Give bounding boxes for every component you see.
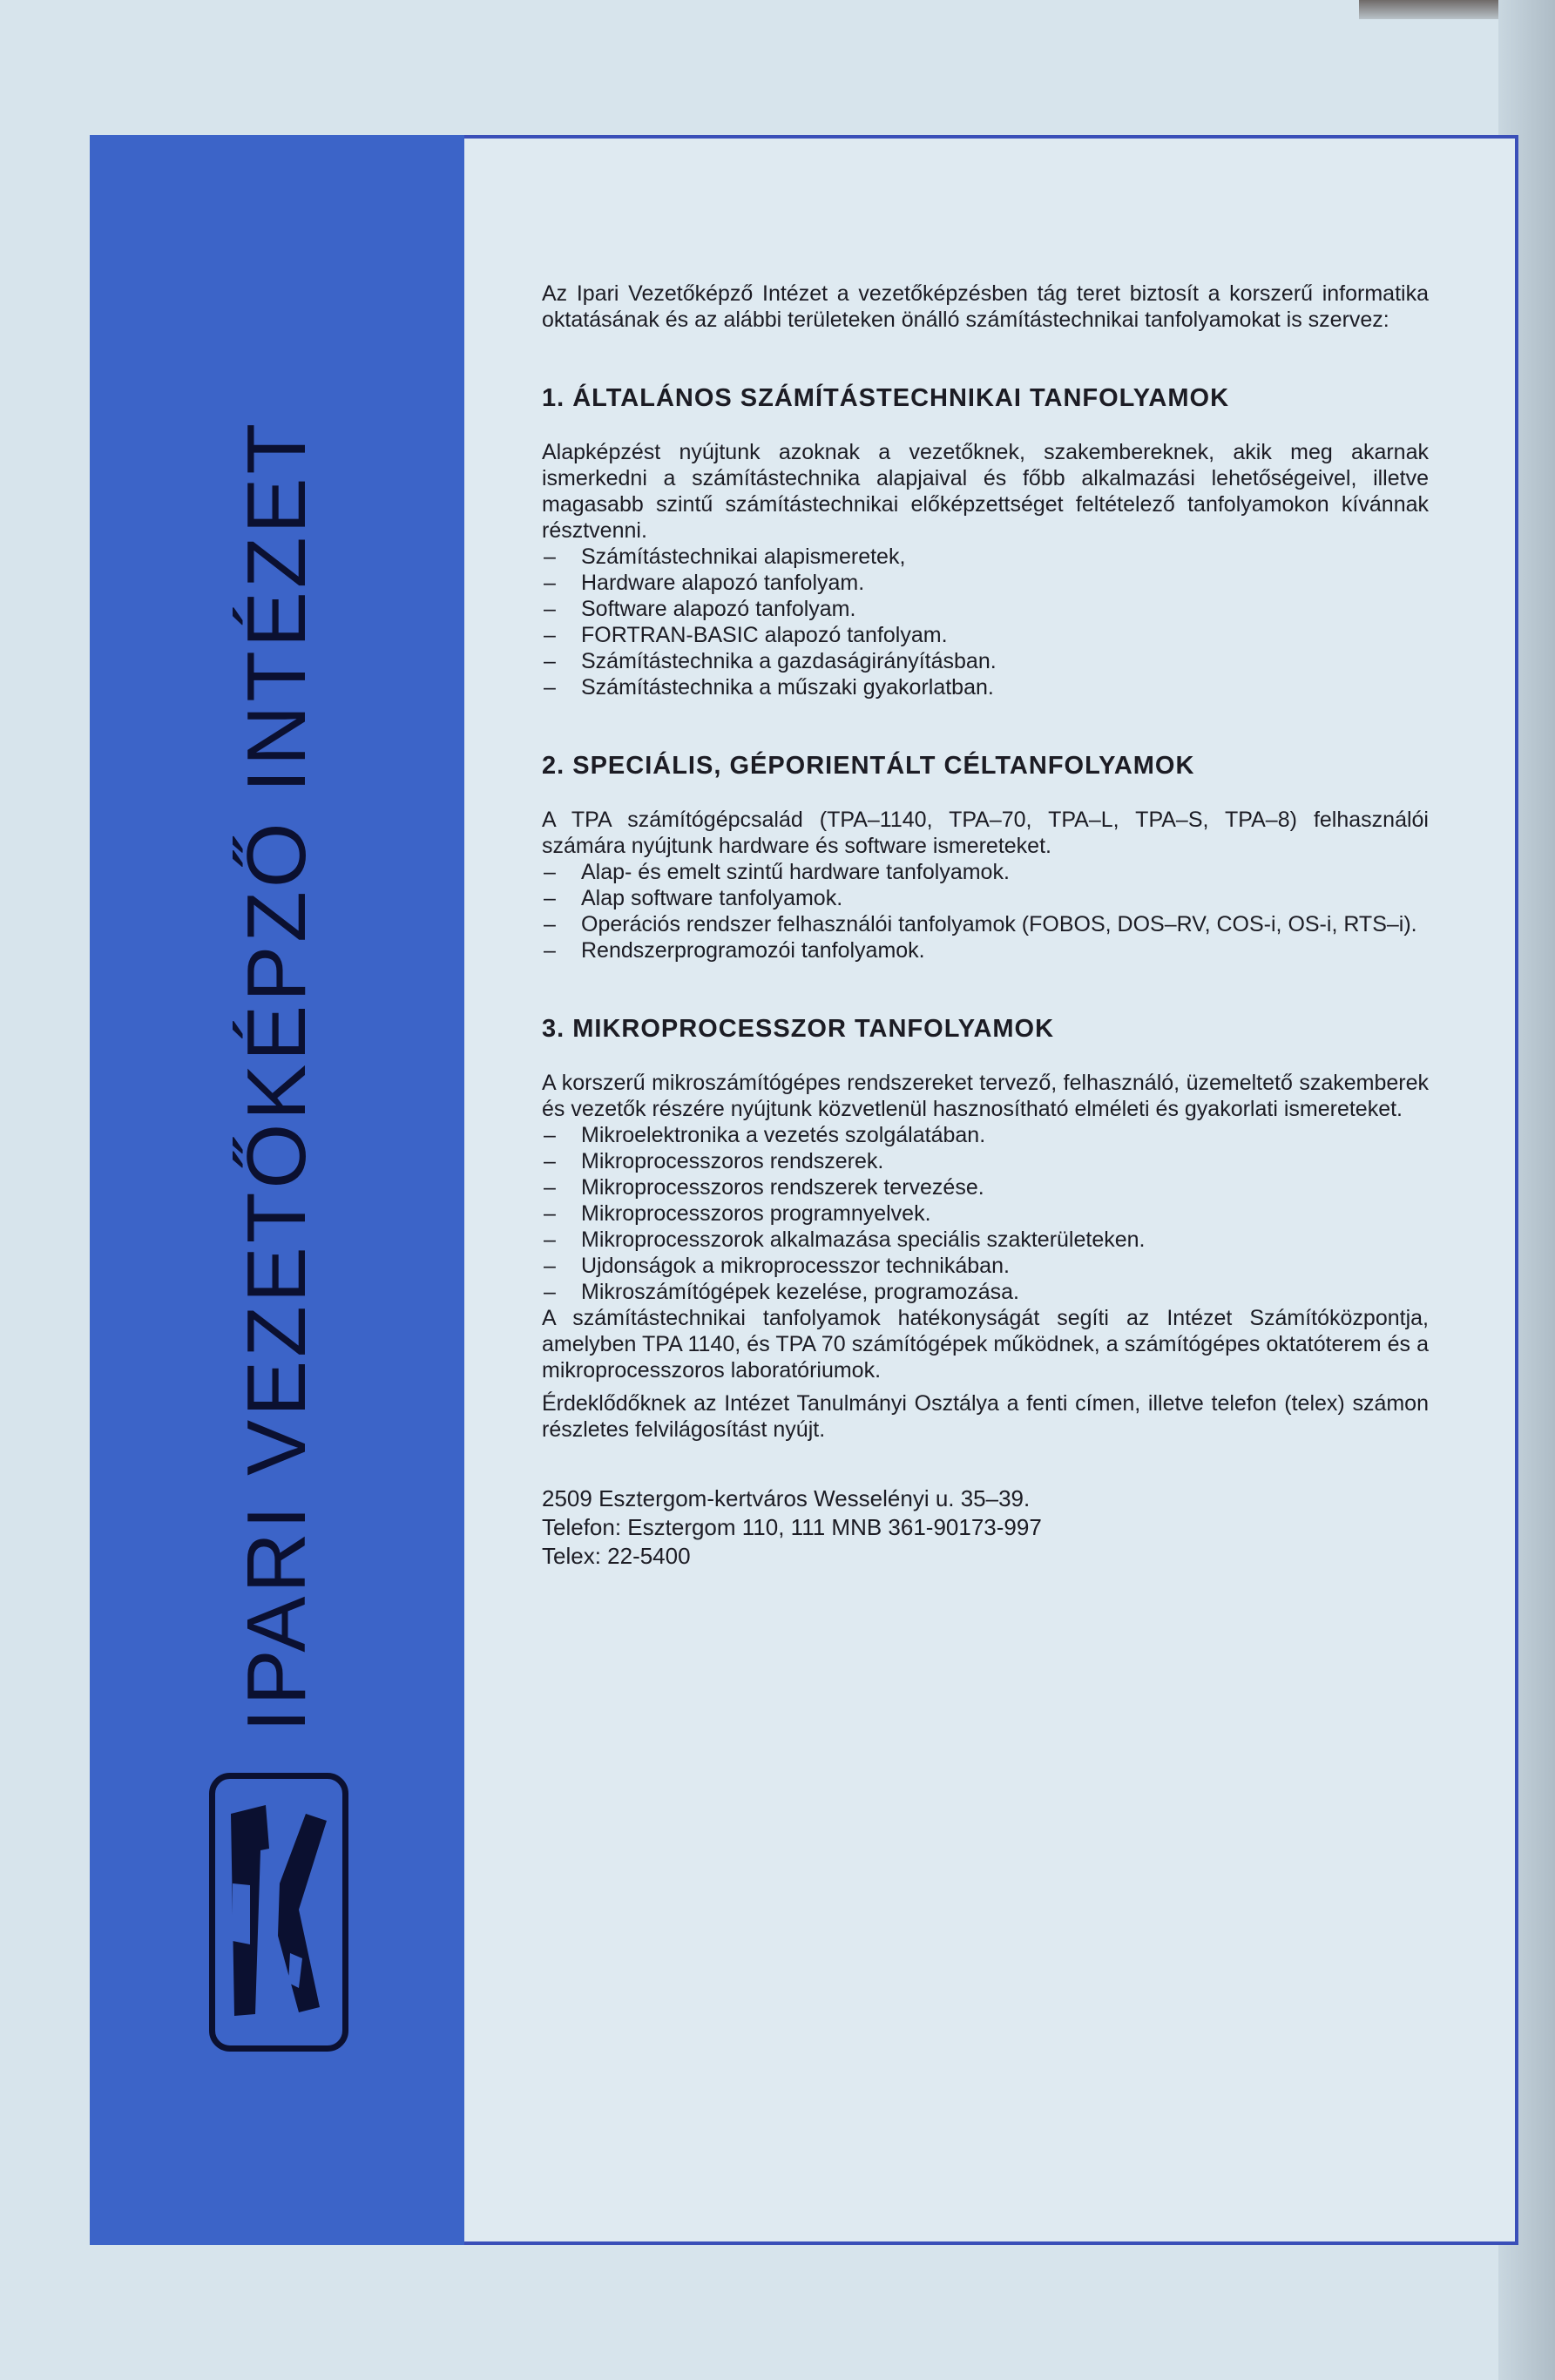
section-1-list (542, 544, 1429, 700)
list-item: – Alap- és emelt szintű hardware tanfolyamok. (542, 859, 1429, 885)
section-1-body: Alapképzést nyújtunk azoknak a vezetőknek, szakembereknek, akik meg akarnak ismerkedni a számítástechnika alapjaival és főbb alkalmazási lehetőségeivel, illetve magasabb szintű számítástechnikai előképzettséget feltételező tanfolyamokon kívánnak résztvenni. (542, 440, 1429, 543)
closing-paragraph-2: Érdeklődőknek az Intézet Tanulmányi Osztálya a fenti címen, illetve telefon (telex) számon részletes felvilágosítást nyújt. (542, 1391, 1429, 1442)
section-2-body: A TPA számítógépcsalád (TPA–1140, TPA–70, TPA–L, TPA–S, TPA–8) felhasználói számára nyújtunk hardware és software ismereteket. (542, 808, 1429, 858)
institute-title: IPARI VEZETŐKÉPZŐ INTÉZET (230, 419, 323, 1733)
list-item: – Mikroprocesszoros rendszerek. (542, 1148, 1429, 1174)
list-item: – Számítástechnika a gazdaságirányításban. (542, 648, 1429, 674)
section-2-heading: 2. SPECIÁLIS, GÉPORIENTÁLT CÉLTANFOLYAMOK (542, 752, 1195, 780)
list-item: – Mikroprocesszoros programnyelvek. (542, 1200, 1429, 1227)
list-item: – FORTRAN-BASIC alapozó tanfolyam. (542, 622, 1429, 648)
list-item: – Ujdonságok a mikroprocesszor technikában. (542, 1253, 1429, 1279)
list-item: – Hardware alapozó tanfolyam. (542, 570, 1429, 596)
list-item: – Mikroprocesszorok alkalmazása speciális szakterületeken. (542, 1227, 1429, 1253)
section-3-list (542, 1122, 1429, 1305)
contact-telex: Telex: 22-5400 (542, 1543, 691, 1569)
list-item: – Software alapozó tanfolyam. (542, 596, 1429, 622)
list-item: – Rendszerprogramozói tanfolyamok. (542, 937, 1429, 963)
section-3-heading: 3. MIKROPROCESSZOR TANFOLYAMOK (542, 1015, 1055, 1043)
contact-phone: Telefon: Esztergom 110, 111 MNB 361-90173-997 (542, 1514, 1042, 1540)
list-item: – Mikroprocesszoros rendszerek tervezése. (542, 1174, 1429, 1200)
contact-address: 2509 Esztergom-kertváros Wesselényi u. 35–39. (542, 1485, 1031, 1511)
section-2-list (542, 859, 1429, 963)
list-item: – Mikroszámítógépek kezelése, programozása. (542, 1279, 1429, 1305)
list-item: – Alap software tanfolyamok. (542, 885, 1429, 911)
list-item: – Operációs rendszer felhasználói tanfolyamok (FOBOS, DOS–RV, COS-i, OS-i, RTS–i). (542, 911, 1429, 937)
content-column (542, 281, 1429, 1571)
section-3-body: A korszerű mikroszámítógépes rendszereket tervező, felhasználó, üzemeltető szakemberek és vezetők részére nyújtunk közvetlenül hasznosítható elméleti és gyakorlati ismereteket. (542, 1071, 1429, 1121)
list-item: – Mikroelektronika a vezetés szolgálatában. (542, 1122, 1429, 1148)
intro-paragraph: Az Ipari Vezetőképző Intézet a vezetőképzésben tág teret biztosít a korszerű informatika oktatásának és az alábbi területeken önálló számítástechnikai tanfolyamokat is szervez: (542, 281, 1429, 332)
closing-paragraph-1: A számítástechnikai tanfolyamok hatékonyságát segíti az Intézet Számítóközpontja, amelyben TPA 1140, és TPA 70 számítógépek működnek, a számítógépes oktatóterem és a mikroprocesszoros laboratóriumok. (542, 1306, 1429, 1383)
list-item: – Számítástechnika a műszaki gyakorlatban. (542, 674, 1429, 700)
section-1-heading: 1. ÁLTALÁNOS SZÁMÍTÁSTECHNIKAI TANFOLYAMOK (542, 384, 1230, 412)
list-item: – Számítástechnikai alapismeretek, (542, 544, 1429, 570)
contact-block (542, 1484, 1429, 1571)
ivi-logo-icon (209, 1773, 348, 2052)
